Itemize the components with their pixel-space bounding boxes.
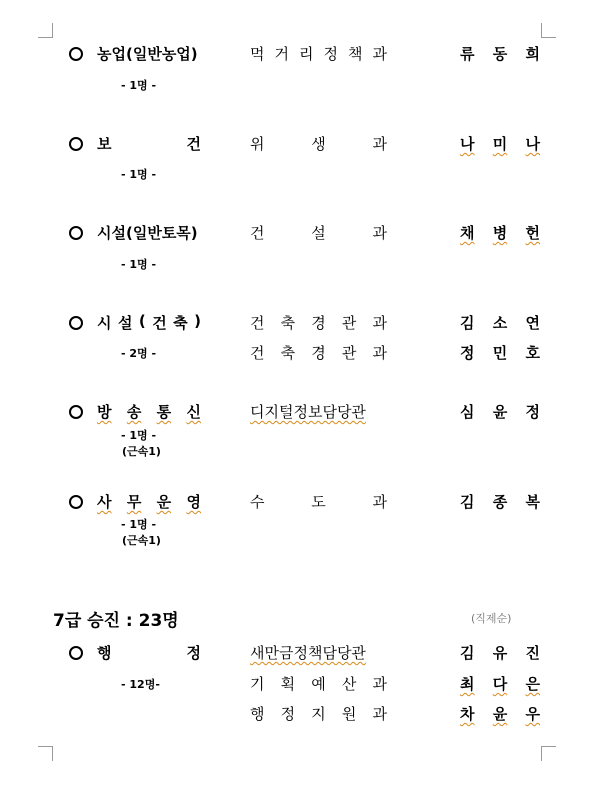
page-corner-mark-top-right (541, 23, 556, 38)
circle-bullet-icon (69, 137, 83, 151)
headcount: - 2명 - (121, 347, 157, 360)
department: 디지털정보담당관 (250, 403, 366, 421)
person-name: 김 유 진 (460, 644, 540, 662)
person-name: 차 윤 우 (460, 705, 540, 723)
department: 건 축 경 관 과 (250, 344, 387, 362)
person-name: 채 병 헌 (460, 224, 540, 242)
headcount: - 1명 - (121, 518, 157, 531)
section-heading: 7급 승진 : 23명 (53, 611, 179, 631)
seniority-note: (근속1) (122, 534, 161, 547)
page-corner-mark-bottom-right (541, 746, 556, 761)
headcount: - 1명 - (121, 79, 157, 92)
field-label: 보 건 (97, 135, 201, 153)
field-label: 농업(일반농업) (97, 45, 198, 63)
field-label: 사 무 운 영 (97, 493, 201, 511)
circle-bullet-icon (69, 226, 83, 240)
section-order-note: (직제순) (471, 612, 512, 625)
department: 수 도 과 (250, 493, 387, 511)
department: 새만금정책담당관 (250, 644, 366, 662)
circle-bullet-icon (69, 316, 83, 330)
person-name: 김 소 연 (460, 314, 540, 332)
headcount: - 12명- (121, 678, 160, 691)
circle-bullet-icon (69, 405, 83, 419)
field-label: 시 설 ( 건 축 ) (97, 312, 201, 332)
department: 먹 거 리 정 책 과 (250, 45, 387, 63)
seniority-note: (근속1) (122, 445, 161, 458)
person-name: 류 동 희 (460, 45, 540, 63)
department: 건 설 과 (250, 224, 387, 242)
circle-bullet-icon (69, 495, 83, 509)
field-label: 행 정 (97, 644, 201, 662)
headcount: - 1명 - (121, 429, 157, 442)
field-label: 방 송 통 신 (97, 403, 201, 421)
circle-bullet-icon (69, 47, 83, 61)
field-label: 시설(일반토목) (97, 224, 198, 242)
department: 행 정 지 원 과 (250, 705, 387, 723)
page-corner-mark-bottom-left (38, 746, 53, 761)
department: 기 획 예 산 과 (250, 675, 387, 693)
circle-bullet-icon (69, 646, 83, 660)
person-name: 심 윤 정 (460, 403, 540, 421)
person-name: 정 민 호 (460, 344, 540, 362)
person-name: 최 다 은 (460, 675, 540, 693)
page-corner-mark-top-left (38, 23, 53, 38)
person-name: 나 미 나 (460, 135, 540, 153)
person-name: 김 종 복 (460, 493, 540, 511)
department: 건 축 경 관 과 (250, 314, 387, 332)
department: 위 생 과 (250, 135, 387, 153)
headcount: - 1명 - (121, 168, 157, 181)
headcount: - 1명 - (121, 258, 157, 271)
